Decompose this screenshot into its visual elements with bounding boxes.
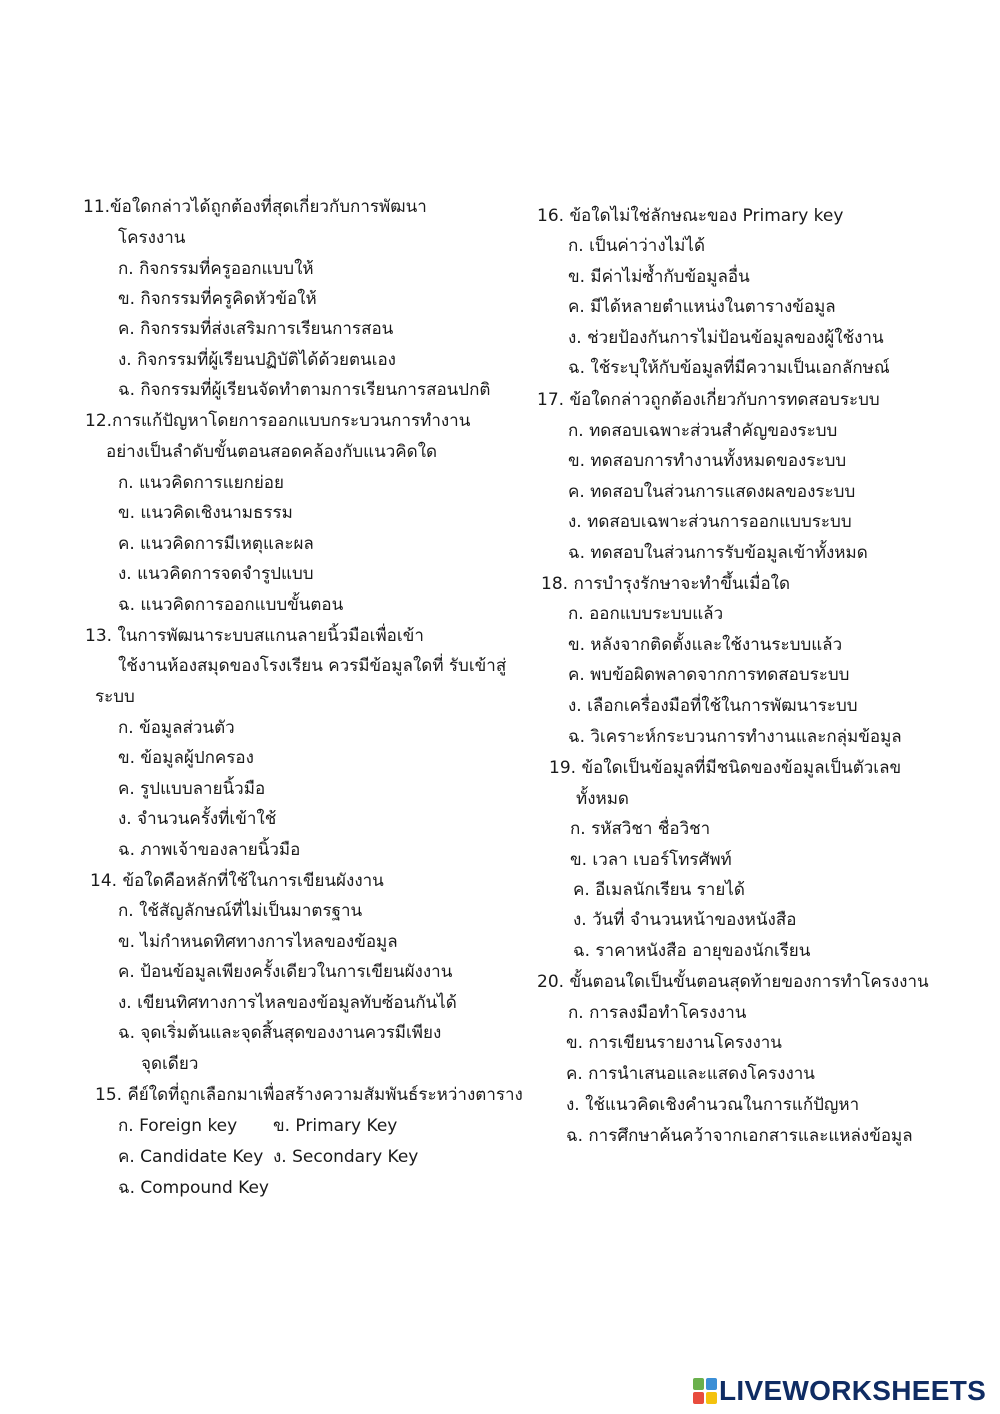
- question-12-stem: 12.การแก้ปัญหาโดยการออกแบบกระบวนการทำงาน: [85, 411, 471, 431]
- question-20-stem: 20. ขั้นตอนใดเป็นขั้นตอนสุดท้ายของการทำโครงงาน: [537, 972, 929, 992]
- question-16-option-e: ฉ. ใช้ระบุให้กับข้อมูลที่มีความเป็นเอกลักษณ์: [568, 358, 890, 378]
- question-19-option-c: ค. อีเมลนักเรียน รายได้: [573, 880, 745, 900]
- question-11-stem-cont: โครงงาน: [118, 228, 186, 248]
- question-20-option-b: ข. การเขียนรายงานโครงงาน: [566, 1033, 782, 1053]
- question-12-option-b: ข. แนวคิดเชิงนามธรรม: [118, 503, 293, 523]
- question-14-option-e-cont: จุดเดียว: [141, 1054, 199, 1074]
- question-16-option-b: ข. มีค่าไม่ซ้ำกับข้อมูลอื่น: [568, 267, 750, 287]
- question-13-option-b: ข. ข้อมูลผู้ปกครอง: [118, 748, 254, 768]
- question-12-stem-cont: อย่างเป็นลำดับขั้นตอนสอดคล้องกับแนวคิดใด: [106, 442, 438, 462]
- question-18-option-a: ก. ออกแบบระบบแล้ว: [568, 604, 724, 624]
- question-12-option-e: ฉ. แนวคิดการออกแบบขั้นตอน: [118, 595, 344, 615]
- question-15-option-e: ฉ. Compound Key: [118, 1178, 269, 1198]
- question-15-option-c: ค. Candidate Key: [118, 1147, 264, 1167]
- question-16-option-a: ก. เป็นค่าว่างไม่ได้: [568, 236, 705, 256]
- question-13-stem-cont2: ระบบ: [95, 687, 135, 707]
- question-17-option-a: ก. ทดสอบเฉพาะส่วนสำคัญของระบบ: [568, 421, 838, 441]
- question-13-option-d: ง. จำนวนครั้งที่เข้าใช้: [118, 809, 277, 829]
- question-13-option-c: ค. รูปแบบลายนิ้วมือ: [118, 779, 266, 799]
- question-14-option-b: ข. ไม่กำหนดทิศทางการไหลของข้อมูล: [118, 932, 398, 952]
- question-19-stem-cont: ทั้งหมด: [576, 789, 629, 809]
- question-19-option-d: ง. วันที่ จำนวนหน้าของหนังสือ: [573, 910, 797, 930]
- question-11-option-c: ค. กิจกรรมที่ส่งเสริมการเรียนการสอน: [118, 319, 394, 339]
- question-11-option-b: ข. กิจกรรมที่ครูคิดหัวข้อให้: [118, 289, 317, 309]
- question-14-option-a: ก. ใช้สัญลักษณ์ที่ไม่เป็นมาตรฐาน: [118, 901, 363, 921]
- question-14-option-c: ค. ป้อนข้อมูลเพียงครั้งเดียวในการเขียนผังงาน: [118, 962, 453, 982]
- question-11-option-a: ก. กิจกรรมที่ครูออกแบบให้: [118, 259, 314, 279]
- question-17-option-e: ฉ. ทดสอบในส่วนการรับข้อมูลเข้าทั้งหมด: [568, 543, 868, 563]
- question-18-option-e: ฉ. วิเคราะห์กระบวนการทำงานและกลุ่มข้อมูล: [568, 727, 902, 747]
- question-18-stem: 18. การบำรุงรักษาจะทำขึ้นเมื่อใด: [541, 574, 791, 594]
- question-18-option-d: ง. เลือกเครื่องมือที่ใช้ในการพัฒนาระบบ: [568, 696, 858, 716]
- question-19-option-b: ข. เวลา เบอร์โทรศัพท์: [570, 850, 732, 870]
- question-14-option-d: ง. เขียนทิศทางการไหลของข้อมูลทับซ้อนกันได้: [118, 993, 457, 1013]
- question-14-option-e: ฉ. จุดเริ่มต้นและจุดสิ้นสุดของงานควรมีเพียง: [118, 1023, 442, 1043]
- liveworksheets-logo-icon: [693, 1378, 717, 1404]
- question-19-option-a: ก. รหัสวิชา ชื่อวิชา: [570, 819, 711, 839]
- question-11-option-e: ฉ. กิจกรรมที่ผู้เรียนจัดทำตามการเรียนการสอนปกติ: [118, 380, 491, 400]
- question-11-stem: 11.ข้อใดกล่าวได้ถูกต้องที่สุดเกี่ยวกับการพัฒนา: [83, 197, 427, 217]
- question-13-option-e: ฉ. ภาพเจ้าของลายนิ้วมือ: [118, 840, 301, 860]
- question-11-option-d: ง. กิจกรรมที่ผู้เรียนปฏิบัติได้ด้วยตนเอง: [118, 350, 396, 370]
- question-15-stem: 15. คีย์ใดที่ถูกเลือกมาเพื่อสร้างความสัมพันธ์ระหว่างตาราง: [95, 1085, 523, 1105]
- liveworksheets-logo[interactable]: [693, 1376, 993, 1406]
- question-17-option-d: ง. ทดสอบเฉพาะส่วนการออกแบบระบบ: [568, 512, 852, 532]
- question-17-option-b: ข. ทดสอบการทำงานทั้งหมดของระบบ: [568, 451, 847, 471]
- question-17-option-c: ค. ทดสอบในส่วนการแสดงผลของระบบ: [568, 482, 856, 502]
- question-19-stem: 19. ข้อใดเป็นข้อมูลที่มีชนิดของข้อมูลเป็นตัวเลข: [549, 758, 902, 778]
- question-20-option-a: ก. การลงมือทำโครงงาน: [568, 1003, 747, 1023]
- question-12-option-c: ค. แนวคิดการมีเหตุและผล: [118, 534, 314, 554]
- question-20-option-d: ง. ใช้แนวคิดเชิงคำนวณในการแก้ปัญหา: [566, 1095, 860, 1115]
- question-18-option-c: ค. พบข้อผิดพลาดจากการทดสอบระบบ: [568, 665, 850, 685]
- question-13-option-a: ก. ข้อมูลส่วนตัว: [118, 718, 235, 738]
- liveworksheets-logo-text: LIVEWORKSHEETS: [719, 1375, 987, 1406]
- question-16-stem: 16. ข้อใดไม่ใช่ลักษณะของ Primary key: [537, 206, 844, 226]
- question-15-option-a: ก. Foreign key: [118, 1116, 238, 1136]
- question-15-option-d: ง. Secondary Key: [273, 1147, 419, 1167]
- question-18-option-b: ข. หลังจากติดตั้งและใช้งานระบบแล้ว: [568, 635, 843, 655]
- question-12-option-d: ง. แนวคิดการจดจำรูปแบบ: [118, 564, 314, 584]
- question-16-option-c: ค. มีได้หลายตำแหน่งในตารางข้อมูล: [568, 297, 836, 317]
- question-20-option-e: ฉ. การศึกษาค้นคว้าจากเอกสารและแหล่งข้อมูล: [566, 1126, 913, 1146]
- question-20-option-c: ค. การนำเสนอและแสดงโครงงาน: [566, 1064, 815, 1084]
- question-12-option-a: ก. แนวคิดการแยกย่อย: [118, 473, 284, 493]
- question-16-option-d: ง. ช่วยป้องกันการไม่ป้อนข้อมูลของผู้ใช้งาน: [568, 328, 884, 348]
- question-13-stem-cont: ใช้งานห้องสมุดของโรงเรียน ควรมีข้อมูลใดที่ รับเข้าสู่: [118, 656, 507, 676]
- question-14-stem: 14. ข้อใดคือหลักที่ใช้ในการเขียนผังงาน: [90, 871, 384, 891]
- question-17-stem: 17. ข้อใดกล่าวถูกต้องเกี่ยวกับการทดสอบระบบ: [537, 390, 880, 410]
- question-15-option-b: ข. Primary Key: [273, 1116, 398, 1136]
- question-19-option-e: ฉ. ราคาหนังสือ อายุของนักเรียน: [573, 941, 811, 961]
- question-13-stem: 13. ในการพัฒนาระบบสแกนลายนิ้วมือเพื่อเข้า: [85, 626, 424, 646]
